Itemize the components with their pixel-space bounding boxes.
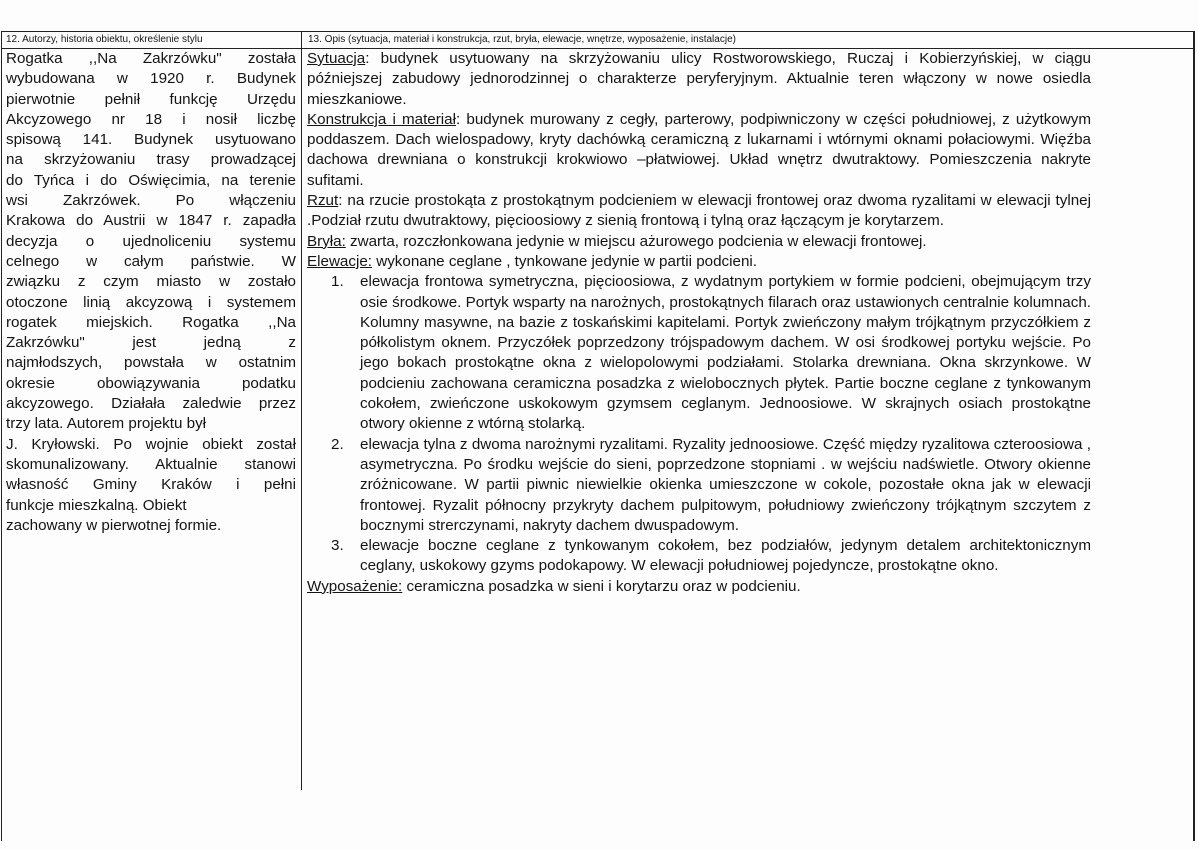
section-sytuacja — [307, 49, 1091, 110]
section-label: Sytuacja — [307, 50, 366, 67]
section-konstrukcja — [307, 110, 1091, 191]
list-item-number: 2. — [331, 435, 344, 453]
history-line: najmłodszych, powstała w ostatnim — [6, 354, 296, 372]
history-line: zachowany w pierwotnej formie. — [6, 516, 222, 534]
list-item-number: 1. — [331, 273, 344, 291]
history-line: własność Gminy Kraków i pełni — [6, 476, 296, 494]
history-line: wsi Zakrzówek. Po włączeniu — [6, 192, 296, 210]
section-text: : na rzucie prostokąta z prostokątnym podcieniem w elewacji frontowej oraz dwoma ryzalitami w elewacji tylnej .Podział rzutu dwutraktowy, pięcioosiowy z sienią frontową i tylną oraz łączącym je korytarzem. — [307, 192, 1091, 230]
section-text: : budynek usytuowany na skrzyżowaniu ulicy Rostworowskiego, Ruczaj i Kobierzyńskiej, w ciągu późniejszej zabudowy jednorodzinnej o charakterze peryferyjnym. Aktualnie teren włączony w nowe osiedla mieszkaniowe. — [307, 50, 1091, 108]
section-label: Konstrukcja i materiał — [307, 110, 457, 128]
table-right-border — [1193, 31, 1195, 841]
history-line: J. Kryłowski. Po wojnie obiekt został — [6, 435, 296, 453]
list-item — [307, 536, 1091, 577]
history-line: wybudowana w 1920 r. Budynek — [6, 70, 296, 88]
section-wyposazenie — [307, 577, 1091, 597]
history-line: Akcyzowego nr 18 i nosił liczbę — [6, 110, 296, 128]
section-label: Wyposażenie: — [307, 577, 403, 595]
history-line: do Tyńca i do Oświęcimia, na terenie — [6, 171, 296, 189]
history-line: decyzja o ujednoliceniu systemu — [6, 232, 296, 250]
history-line: otoczone linią akcyzową i systemem — [6, 293, 296, 311]
column-divider — [301, 31, 302, 790]
section-label: Bryła: — [307, 232, 346, 250]
list-item — [307, 435, 1091, 536]
list-item-text: elewacja frontowa symetryczna, pięcioosiowa, z wydatnym portykiem w formie podcieni, obejmującym trzy osie środkowe. Portyk wsparty na narożnych, prostokątnych filarach oraz ustawionych centralnie kolumnach. Kolumny masywne, na bazie z toskańskimi kapitelami. Portyk zwieńczony małym trójkątnym przyczółkiem z półkolistym oknem. Przyczółek poprzedzony trójspadowym dachem. W osi środkowej portyku wejście. Po jego bokach prostokątne okna z wielopolowymi podziałami. Stolarka drewniana. Okna skrzynkowe. W podcieniu zachowana ceramiczna posadzka z wielobocznych płytek. Partie boczne ceglane z tynkowanym cokołem, zwieńczone uskokowym gzymsem ceglanym. Jednoosiowe. W skrajnych osiach prostokątne otwory okienne z wtórną stolarką. — [360, 273, 1091, 433]
history-line: na skrzyżowaniu trasy prowadzącej — [6, 151, 296, 169]
table-top-border — [1, 31, 1194, 32]
list-item-text: elewacja tylna z dwoma narożnymi ryzalitami. Ryzality jednoosiowe. Część między ryzalitowa czteroosiowa , asymetryczna. Po środku wejście do sieni, poprzedzone stopniami . w wejściu nadświetle. Otwory okienne zróżnicowane. W partii piwnic niewielkie okienka umieszczone w cokole, pozostałe okna jak w elewacji frontowej. Ryzalit północny przykryty dachem pulpitowym, południowy zwieńczony trójkątnym szczytem z bocznymi strerczynami, nakryty dachem dwuspadowym. — [360, 435, 1091, 534]
section-elewacje — [307, 252, 1091, 272]
section-label: Rzut — [307, 192, 339, 210]
history-line: akcyzowego. Działała zaledwie przez — [6, 395, 296, 413]
history-line: celnego w całym państwie. W — [6, 252, 296, 270]
history-line: związku z czym miasto w zostało — [6, 273, 296, 291]
section-text: zwarta, rozczłonkowana jedynie w miejscu ażurowego podcienia w elewacji frontowej. — [345, 232, 927, 250]
history-line: pierwotnie pełnił funkcję Urzędu — [6, 90, 296, 108]
section-text: wykonane ceglane , tynkowane jedynie w partii podcieni. — [372, 252, 757, 270]
history-line: rogatek miejskich. Rogatka ,,Na — [6, 313, 296, 331]
description-column — [307, 49, 1091, 597]
list-item-text: elewacje boczne ceglane z tynkowanym cokołem, bez podziałów, jedynym detalem architektonicznym ceglany, uskokowy gzyms podokapowy. W elewacji południowej pojedyncze, prostokątne okno. — [360, 537, 1091, 575]
elevation-list — [307, 272, 1091, 576]
section-text: : budynek murowany z cegły, parterowy, podpiwniczony w części południowej, z użytkowym poddaszem. Dach wielospadowy, kryty dachówką ceramiczną z lukarnami i wtórnymi oknami połaciowymi. Więźba dachowa drewniana o konstrukcji krokwiowo –płatwiowej. Układ wnętrz dwutraktowy. Pomieszczenia nakryte sufitami. — [307, 110, 1092, 189]
table-left-border — [1, 31, 2, 841]
list-item-number: 3. — [331, 537, 344, 555]
history-line: Zakrzówku" jest jedną z — [6, 334, 296, 352]
right-column-header: 13. Opis (sytuacja, materiał i konstrukcja, rzut, bryła, elewacje, wnętrze, wyposażenie, instalacje) — [308, 34, 736, 45]
history-line: skomunalizowany. Aktualnie stanowi — [6, 455, 296, 473]
section-label: Elewacje: — [307, 252, 372, 270]
history-line: spisową 141. Budynek usytuowano — [6, 131, 296, 149]
section-text: ceramiczna posadzka w sieni i korytarzu oraz w podcieniu. — [402, 577, 801, 595]
history-line: funkcje mieszkalną. Obiekt — [6, 496, 187, 514]
history-line: trzy lata. Autorem projektu był — [6, 415, 207, 433]
history-line: Rogatka ,,Na Zakrzówku" została — [6, 50, 296, 67]
history-column — [6, 49, 296, 536]
history-line: okresie obowiązywania podatku — [6, 374, 296, 392]
section-bryla — [307, 232, 1091, 252]
history-line: Krakowa do Austrii w 1847 r. zapadła — [6, 212, 296, 230]
list-item — [307, 272, 1091, 434]
left-column-header: 12. Autorzy, historia obiektu, określenie stylu — [6, 34, 203, 45]
section-rzut — [307, 191, 1091, 232]
